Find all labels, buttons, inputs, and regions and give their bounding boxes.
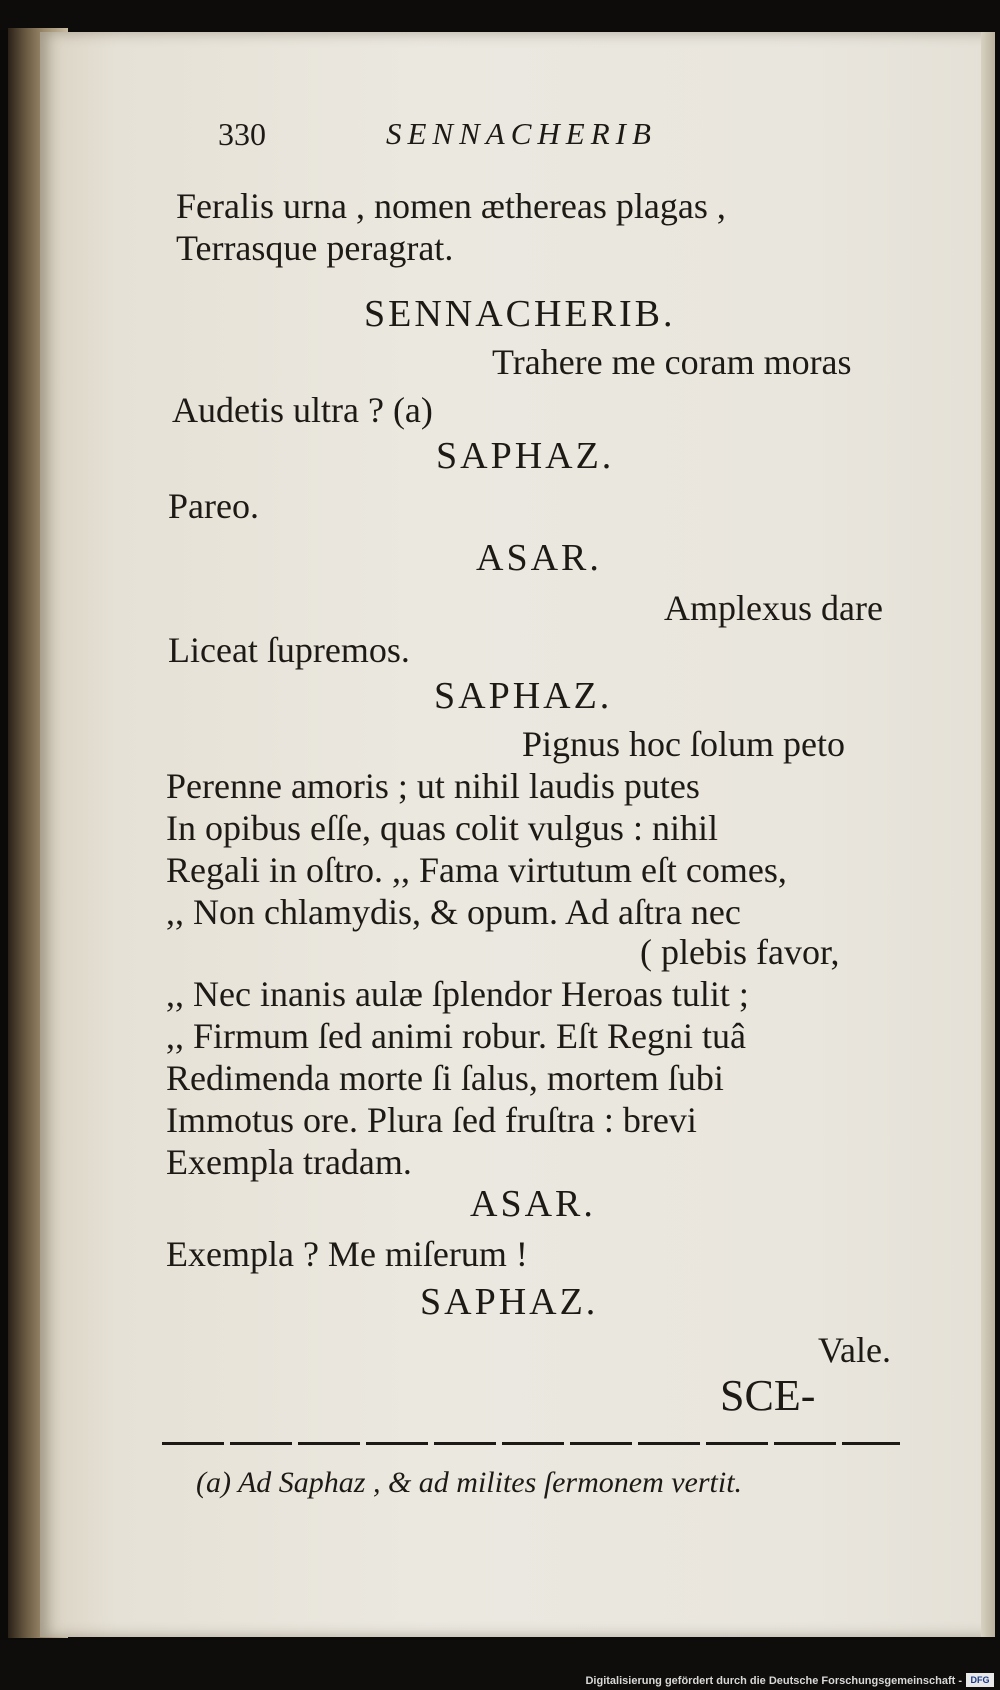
text-line: In opibus eſſe, quas colit vulgus : nihil (166, 808, 718, 848)
footnote-rule (162, 1442, 900, 1445)
scan-top-border (0, 0, 1000, 30)
text-line: Regali in oſtro. ,, Fama virtutum eſt comes, (166, 850, 787, 890)
text-line: Exempla tradam. (166, 1142, 412, 1182)
page-number: 330 (218, 116, 266, 152)
text-line: Pareo. (168, 486, 259, 526)
text-line: Feralis urna , nomen æthereas plagas , (176, 186, 726, 226)
text-line: Audetis ultra ? (a) (172, 390, 433, 430)
running-title: SENNACHERIB (386, 116, 657, 151)
text-line: ( plebis favor, (640, 932, 840, 972)
text-line: ,, Nec inanis aulæ ſplendor Heroas tulit ; (166, 974, 749, 1014)
speaker-name: SAPHAZ. (434, 675, 613, 717)
text-line: Vale. (818, 1330, 891, 1370)
catchword: SCE- (720, 1371, 816, 1420)
speaker-name: ASAR. (470, 1183, 596, 1225)
footnote: (a) Ad Saphaz , & ad milites ſermonem vertit. (196, 1466, 743, 1499)
speaker-name: SENNACHERIB. (364, 293, 676, 335)
text-line: Amplexus dare (664, 588, 883, 628)
text-line: Terrasque peragrat. (176, 228, 454, 268)
text-line: ,, Non chlamydis, & opum. Ad aſtra nec (166, 892, 741, 932)
text-line: Perenne amoris ; ut nihil laudis putes (166, 766, 700, 806)
text-line: Trahere me coram moras (492, 342, 852, 382)
text-line: Liceat ſupremos. (168, 630, 410, 670)
speaker-name: SAPHAZ. (420, 1281, 599, 1323)
page-edge (981, 32, 995, 1637)
text-line: Pignus hoc ſolum peto (522, 724, 845, 764)
text-line: Immotus ore. Plura ſed fruſtra : brevi (166, 1100, 697, 1140)
digitization-credit: Digitalisierung gefördert durch die Deutsche Forschungsgemeinschaft - (585, 1675, 962, 1687)
text-line: Exempla ? Me miſerum ! (166, 1234, 528, 1274)
text-line: ,, Firmum ſed animi robur. Eſt Regni tuâ (166, 1016, 746, 1056)
speaker-name: SAPHAZ. (436, 435, 615, 477)
speaker-name: ASAR. (476, 537, 602, 579)
dfg-logo: DFG (966, 1673, 994, 1687)
text-line: Redimenda morte ſi ſalus, mortem ſubi (166, 1058, 724, 1098)
